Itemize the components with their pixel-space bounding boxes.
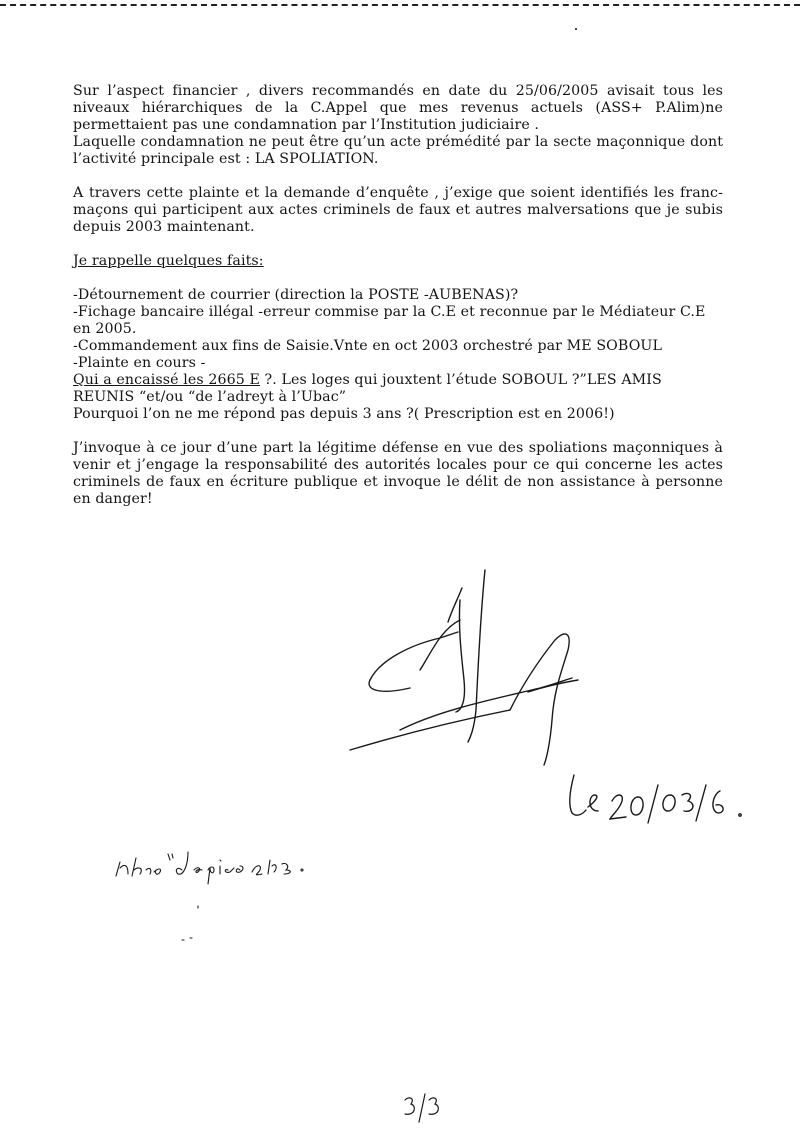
fact-item: -Plainte en cours - xyxy=(73,355,206,371)
paragraph-financial: Sur l’aspect financier , divers recommandés en date du 25/06/2005 avisait tous les niveaux hiérarchiques de la C.Appel que mes revenus actuels (ASS+ P.Alim)ne permettaient pas une condamnation par l’Institution judiciaire . xyxy=(73,83,723,133)
fact-question xyxy=(73,372,723,406)
question-underlined: Qui a encaissé les 2665 E xyxy=(73,372,260,388)
fact-item: -Détournement de courrier (direction la POSTE -AUBENAS)? xyxy=(73,287,519,303)
facts-list xyxy=(73,287,723,423)
fact-item: -Fichage bancaire illégal -erreur commise par la C.E et reconnue par le Médiateur C.E en 2005. xyxy=(73,304,706,337)
date-drawing xyxy=(560,765,760,835)
signature xyxy=(340,560,600,770)
paragraph-invocation: J’invoque à ce jour d’une part la légitime défense en vue des spoliations maçonniques à venir et j’engage la responsabilité des autorités locales pour ce qui concerne les actes criminels de faux en écriture publique et invoque le délit de non assistance à personne en danger! xyxy=(73,440,723,507)
handwritten-note xyxy=(110,840,370,950)
scan-speck xyxy=(575,28,577,30)
facts-heading: Je rappelle quelques faits: xyxy=(73,253,264,269)
page-top-border xyxy=(0,4,800,6)
note-drawing xyxy=(110,840,370,950)
paragraph-complaint: A travers cette plainte et la demande d’enquête , j’exige que soient identifiés les franc-maçons qui participent aux actes criminels de faux et autres malversations que je subis depuis 2003 maintenant. xyxy=(73,185,723,235)
page-number-drawing xyxy=(395,1090,455,1126)
paragraph-condemnation: Laquelle condamnation ne peut être qu’un acte prémédité par la secte maçonnique dont l’activité principale est : LA SPOLIATION. xyxy=(73,134,723,167)
question-rest: ?. Les loges qui jouxtent l’étude SOBOUL ?”LES AMIS REUNIS “et/ou “de l’adreyt à l’Ubac” xyxy=(73,372,662,405)
page-number xyxy=(395,1090,455,1126)
letter-body xyxy=(73,83,723,508)
fact-why: Pourquoi l’on ne me répond pas depuis 3 ans ?( Prescription est en 2006!) xyxy=(73,406,615,422)
fact-item: -Commandement aux fins de Saisie.Vnte en oct 2003 orchestré par ME SOBOUL xyxy=(73,338,663,354)
handwritten-date xyxy=(560,765,760,835)
